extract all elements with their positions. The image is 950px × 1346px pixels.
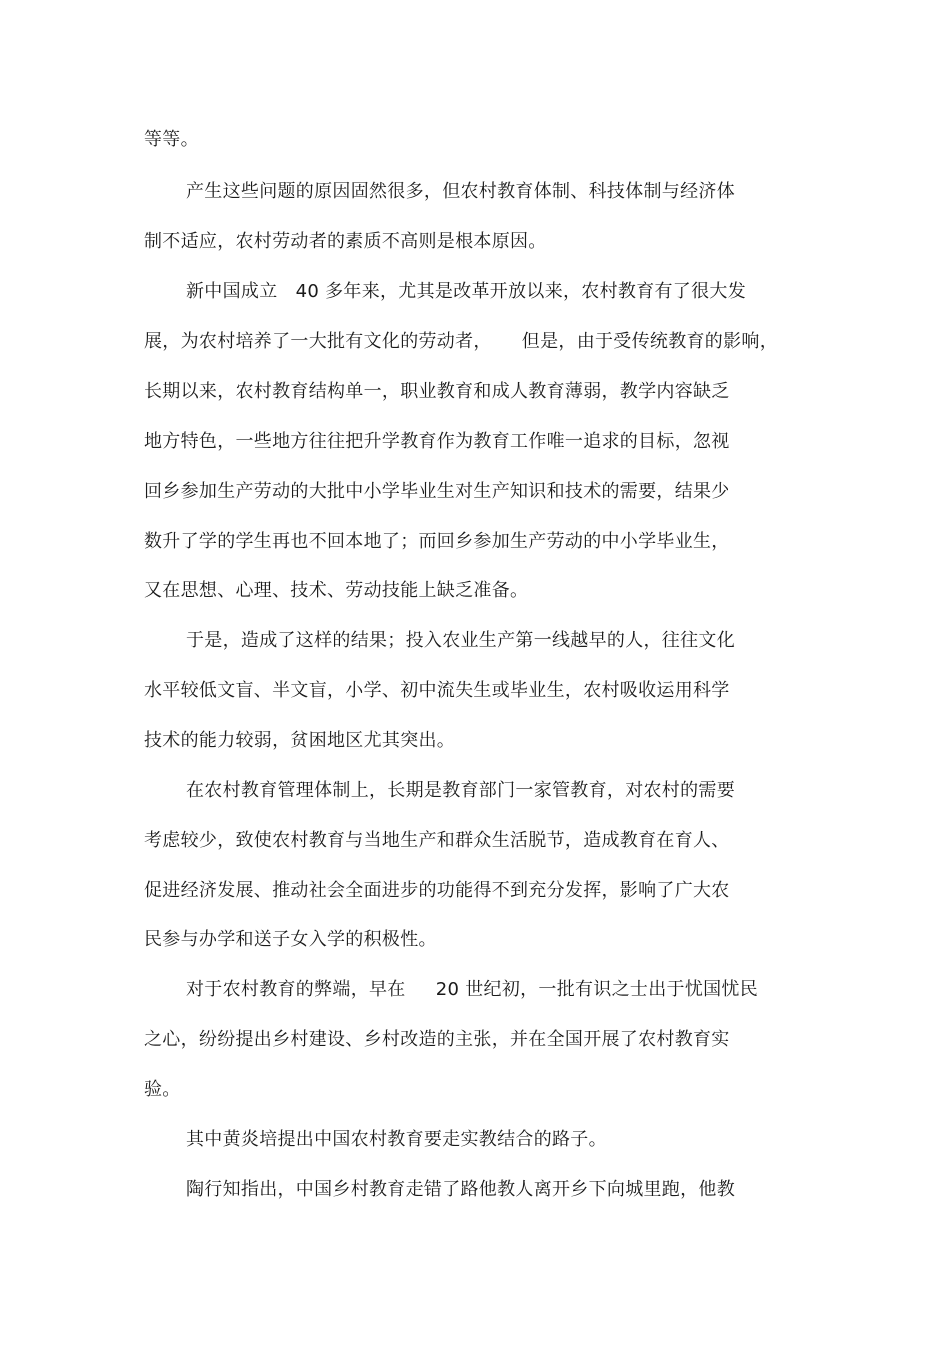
- text-line: 地方特色，一些地方往往把升学教育作为教育工作唯一追求的目标，忽视: [144, 431, 730, 452]
- text-line: 制不适应，农村劳动者的素质不高则是根本原因。: [144, 231, 547, 252]
- text-line: 促进经济发展、推动社会全面进步的功能得不到充分发挥，影响了广大农: [144, 880, 730, 901]
- text-line: 验。: [144, 1079, 181, 1100]
- text-line: 之心，纷纷提出乡村建设、乡村改造的主张，并在全国开展了农村教育实: [144, 1029, 730, 1050]
- text-line: 回乡参加生产劳动的大批中小学毕业生对生产知识和技术的需要，结果少: [144, 481, 730, 502]
- paragraph-start-line: 陶行知指出，中国乡村教育走错了路他教人离开乡下向城里跑，他教: [186, 1179, 735, 1200]
- text-line: 考虑较少，致使农村教育与当地生产和群众生活脱节，造成教育在育人、: [144, 830, 730, 851]
- paragraph-start-line: 在农村教育管理体制上，长期是教育部门一家管教育，对农村的需要: [186, 780, 735, 801]
- paragraph-start-line: 新中国成立 40 多年来，尤其是改革开放以来，农村教育有了很大发: [186, 281, 746, 302]
- paragraph-start-line: 于是，造成了这样的结果；投入农业生产第一线越早的人，往往文化: [186, 630, 735, 651]
- text-line: 等等。: [144, 129, 199, 150]
- text-line: 水平较低文盲、半文盲，小学、初中流失生或毕业生，农村吸收运用科学: [144, 680, 730, 701]
- text-line: 长期以来，农村教育结构单一，职业教育和成人教育薄弱，教学内容缺乏: [144, 381, 730, 402]
- paragraph-start-line: 产生这些问题的原因固然很多，但农村教育体制、科技体制与经济体: [186, 181, 735, 202]
- text-line: 技术的能力较弱，贫困地区尤其突出。: [144, 730, 456, 751]
- paragraph-start-line: 对于农村教育的弊端，早在 20 世纪初，一批有识之士出于忧国忧民: [186, 979, 759, 1000]
- paragraph-start-line: 其中黄炎培提出中国农村教育要走实教结合的路子。: [186, 1129, 607, 1150]
- text-line: 民参与办学和送子女入学的积极性。: [144, 929, 437, 950]
- text-line: 展，为农村培养了一大批有文化的劳动者， 但是，由于受传统教育的影响，: [144, 331, 779, 352]
- text-line: 又在思想、心理、技术、劳动技能上缺乏准备。: [144, 580, 529, 601]
- text-line: 数升了学的学生再也不回本地了；而回乡参加生产劳动的中小学毕业生，: [144, 531, 730, 552]
